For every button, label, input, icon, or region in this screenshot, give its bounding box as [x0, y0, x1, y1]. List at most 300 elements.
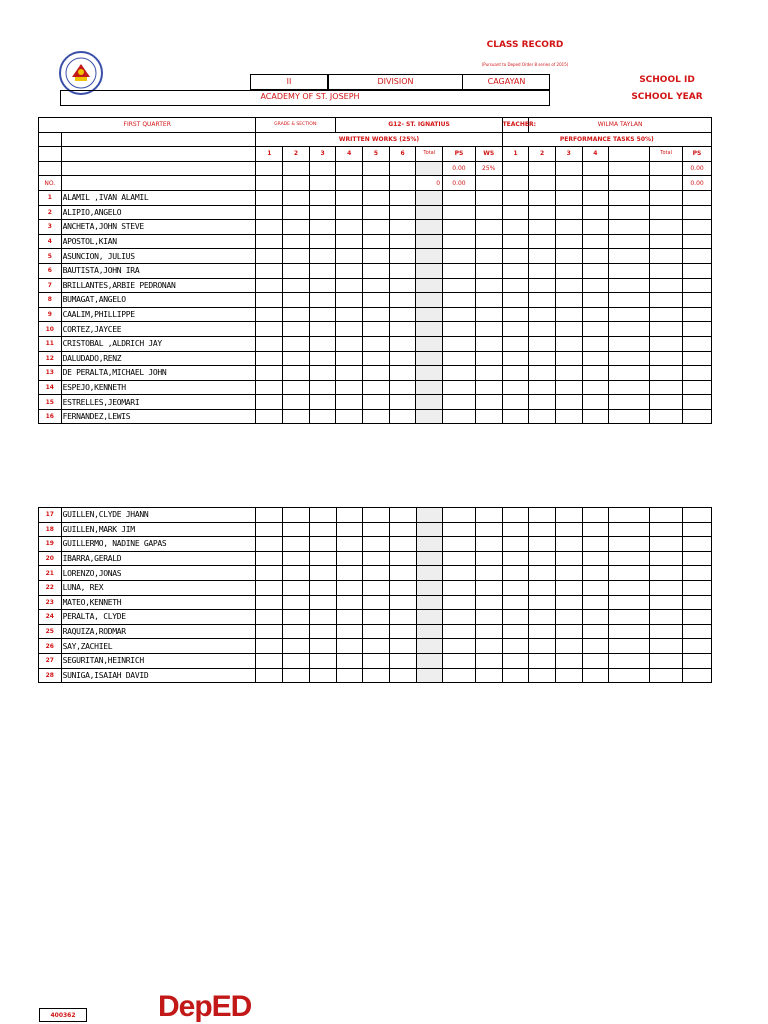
score-cell[interactable] [389, 551, 416, 566]
score-cell[interactable] [363, 653, 390, 668]
score-cell[interactable] [336, 293, 363, 308]
score-cell[interactable] [416, 522, 443, 537]
score-cell[interactable] [443, 580, 476, 595]
score-cell[interactable] [476, 551, 503, 566]
score-cell[interactable] [389, 278, 416, 293]
score-cell[interactable] [582, 205, 609, 220]
score-cell[interactable] [609, 205, 650, 220]
score-cell[interactable] [283, 551, 310, 566]
score-cell[interactable] [256, 508, 283, 523]
score-cell[interactable] [650, 522, 683, 537]
score-cell[interactable] [475, 366, 502, 381]
score-cell[interactable] [650, 263, 683, 278]
score-cell[interactable] [475, 220, 502, 235]
score-cell[interactable] [256, 278, 283, 293]
score-cell[interactable] [609, 395, 650, 410]
score-cell[interactable] [363, 395, 390, 410]
score-cell[interactable] [529, 595, 556, 610]
score-cell[interactable] [555, 249, 582, 264]
score-cell[interactable] [650, 293, 683, 308]
score-cell[interactable] [556, 639, 583, 654]
score-cell[interactable] [609, 336, 650, 351]
score-cell[interactable] [683, 566, 712, 581]
score-cell[interactable] [475, 293, 502, 308]
score-cell[interactable] [609, 537, 650, 552]
score-cell[interactable] [309, 551, 336, 566]
score-cell[interactable] [476, 522, 503, 537]
score-cell[interactable] [556, 668, 583, 683]
score-cell[interactable] [283, 395, 310, 410]
score-cell[interactable] [609, 190, 650, 205]
score-cell[interactable] [309, 336, 336, 351]
score-cell[interactable] [389, 409, 416, 424]
score-cell[interactable] [256, 639, 283, 654]
score-cell[interactable] [416, 380, 443, 395]
score-cell[interactable] [683, 234, 712, 249]
score-cell[interactable] [256, 668, 283, 683]
score-cell[interactable] [683, 508, 712, 523]
score-cell[interactable] [609, 263, 650, 278]
score-cell[interactable] [650, 551, 683, 566]
score-cell[interactable] [336, 307, 363, 322]
score-cell[interactable] [556, 537, 583, 552]
score-cell[interactable] [555, 307, 582, 322]
score-cell[interactable] [443, 522, 476, 537]
score-cell[interactable] [309, 205, 336, 220]
score-cell[interactable] [309, 249, 336, 264]
score-cell[interactable] [256, 263, 283, 278]
score-cell[interactable] [256, 380, 283, 395]
score-cell[interactable] [502, 551, 529, 566]
score-cell[interactable] [443, 190, 476, 205]
score-cell[interactable] [556, 522, 583, 537]
score-cell[interactable] [283, 293, 310, 308]
score-cell[interactable] [683, 653, 712, 668]
score-cell[interactable] [336, 234, 363, 249]
score-cell[interactable] [555, 205, 582, 220]
score-cell[interactable] [363, 205, 390, 220]
score-cell[interactable] [416, 610, 443, 625]
score-cell[interactable] [363, 234, 390, 249]
score-cell[interactable] [416, 220, 443, 235]
score-cell[interactable] [609, 566, 650, 581]
score-cell[interactable] [502, 537, 529, 552]
score-cell[interactable] [683, 263, 712, 278]
score-cell[interactable] [650, 610, 683, 625]
score-cell[interactable] [502, 278, 529, 293]
score-cell[interactable] [529, 322, 556, 337]
score-cell[interactable] [502, 322, 529, 337]
score-cell[interactable] [336, 566, 363, 581]
score-cell[interactable] [555, 263, 582, 278]
score-cell[interactable] [443, 551, 476, 566]
score-cell[interactable] [502, 366, 529, 381]
score-cell[interactable] [650, 336, 683, 351]
score-cell[interactable] [529, 278, 556, 293]
score-cell[interactable] [309, 190, 336, 205]
score-cell[interactable] [555, 366, 582, 381]
score-cell[interactable] [336, 263, 363, 278]
score-cell[interactable] [283, 522, 310, 537]
score-cell[interactable] [389, 322, 416, 337]
score-cell[interactable] [443, 249, 476, 264]
score-cell[interactable] [283, 278, 310, 293]
score-cell[interactable] [443, 409, 476, 424]
score-cell[interactable] [256, 395, 283, 410]
score-cell[interactable] [256, 293, 283, 308]
score-cell[interactable] [582, 336, 609, 351]
score-cell[interactable] [556, 508, 583, 523]
score-cell[interactable] [309, 595, 336, 610]
score-cell[interactable] [389, 624, 416, 639]
score-cell[interactable] [582, 249, 609, 264]
score-cell[interactable] [283, 220, 310, 235]
score-cell[interactable] [529, 551, 556, 566]
score-cell[interactable] [650, 190, 683, 205]
score-cell[interactable] [683, 551, 712, 566]
score-cell[interactable] [309, 580, 336, 595]
score-cell[interactable] [502, 624, 529, 639]
score-cell[interactable] [502, 639, 529, 654]
score-cell[interactable] [283, 205, 310, 220]
score-cell[interactable] [529, 566, 556, 581]
score-cell[interactable] [476, 508, 503, 523]
score-cell[interactable] [529, 522, 556, 537]
score-cell[interactable] [683, 610, 712, 625]
score-cell[interactable] [389, 190, 416, 205]
score-cell[interactable] [283, 508, 310, 523]
score-cell[interactable] [283, 380, 310, 395]
score-cell[interactable] [336, 624, 363, 639]
score-cell[interactable] [336, 322, 363, 337]
score-cell[interactable] [416, 653, 443, 668]
score-cell[interactable] [256, 551, 283, 566]
score-cell[interactable] [363, 278, 390, 293]
score-cell[interactable] [443, 668, 476, 683]
score-cell[interactable] [650, 351, 683, 366]
score-cell[interactable] [309, 624, 336, 639]
score-cell[interactable] [283, 580, 310, 595]
score-cell[interactable] [256, 190, 283, 205]
score-cell[interactable] [389, 580, 416, 595]
score-cell[interactable] [555, 278, 582, 293]
score-cell[interactable] [256, 307, 283, 322]
score-cell[interactable] [650, 322, 683, 337]
score-cell[interactable] [283, 190, 310, 205]
score-cell[interactable] [336, 610, 363, 625]
score-cell[interactable] [650, 220, 683, 235]
score-cell[interactable] [416, 668, 443, 683]
score-cell[interactable] [389, 610, 416, 625]
score-cell[interactable] [555, 322, 582, 337]
score-cell[interactable] [609, 580, 650, 595]
score-cell[interactable] [363, 566, 390, 581]
score-cell[interactable] [443, 595, 476, 610]
score-cell[interactable] [443, 624, 476, 639]
score-cell[interactable] [416, 508, 443, 523]
score-cell[interactable] [650, 234, 683, 249]
score-cell[interactable] [309, 234, 336, 249]
score-cell[interactable] [336, 580, 363, 595]
score-cell[interactable] [502, 522, 529, 537]
score-cell[interactable] [683, 580, 712, 595]
score-cell[interactable] [502, 351, 529, 366]
score-cell[interactable] [529, 336, 556, 351]
score-cell[interactable] [582, 624, 609, 639]
score-cell[interactable] [529, 380, 556, 395]
score-cell[interactable] [309, 220, 336, 235]
score-cell[interactable] [555, 220, 582, 235]
score-cell[interactable] [256, 322, 283, 337]
score-cell[interactable] [336, 220, 363, 235]
score-cell[interactable] [363, 551, 390, 566]
score-cell[interactable] [389, 366, 416, 381]
score-cell[interactable] [650, 249, 683, 264]
score-cell[interactable] [502, 307, 529, 322]
score-cell[interactable] [283, 537, 310, 552]
score-cell[interactable] [683, 336, 712, 351]
score-cell[interactable] [475, 307, 502, 322]
score-cell[interactable] [389, 263, 416, 278]
score-cell[interactable] [556, 566, 583, 581]
score-cell[interactable] [609, 322, 650, 337]
score-cell[interactable] [529, 668, 556, 683]
score-cell[interactable] [502, 263, 529, 278]
score-cell[interactable] [416, 366, 443, 381]
score-cell[interactable] [582, 190, 609, 205]
score-cell[interactable] [363, 336, 390, 351]
score-cell[interactable] [443, 537, 476, 552]
score-cell[interactable] [582, 395, 609, 410]
score-cell[interactable] [443, 395, 476, 410]
score-cell[interactable] [416, 551, 443, 566]
score-cell[interactable] [309, 409, 336, 424]
score-cell[interactable] [443, 220, 476, 235]
score-cell[interactable] [256, 220, 283, 235]
score-cell[interactable] [256, 366, 283, 381]
score-cell[interactable] [443, 263, 476, 278]
score-cell[interactable] [336, 351, 363, 366]
score-cell[interactable] [475, 351, 502, 366]
score-cell[interactable] [363, 322, 390, 337]
score-cell[interactable] [609, 522, 650, 537]
score-cell[interactable] [582, 668, 609, 683]
score-cell[interactable] [555, 190, 582, 205]
score-cell[interactable] [416, 293, 443, 308]
score-cell[interactable] [556, 580, 583, 595]
score-cell[interactable] [650, 653, 683, 668]
score-cell[interactable] [502, 668, 529, 683]
score-cell[interactable] [476, 580, 503, 595]
score-cell[interactable] [529, 205, 556, 220]
score-cell[interactable] [683, 409, 712, 424]
score-cell[interactable] [443, 380, 476, 395]
score-cell[interactable] [416, 249, 443, 264]
score-cell[interactable] [582, 322, 609, 337]
score-cell[interactable] [502, 409, 529, 424]
score-cell[interactable] [650, 508, 683, 523]
score-cell[interactable] [309, 537, 336, 552]
score-cell[interactable] [256, 580, 283, 595]
score-cell[interactable] [309, 366, 336, 381]
score-cell[interactable] [416, 322, 443, 337]
score-cell[interactable] [309, 293, 336, 308]
score-cell[interactable] [683, 624, 712, 639]
score-cell[interactable] [416, 278, 443, 293]
score-cell[interactable] [476, 639, 503, 654]
score-cell[interactable] [336, 595, 363, 610]
score-cell[interactable] [363, 508, 390, 523]
score-cell[interactable] [650, 395, 683, 410]
score-cell[interactable] [556, 624, 583, 639]
score-cell[interactable] [582, 307, 609, 322]
score-cell[interactable] [309, 668, 336, 683]
score-cell[interactable] [389, 668, 416, 683]
score-cell[interactable] [609, 668, 650, 683]
score-cell[interactable] [582, 220, 609, 235]
score-cell[interactable] [582, 508, 609, 523]
score-cell[interactable] [256, 205, 283, 220]
score-cell[interactable] [582, 580, 609, 595]
score-cell[interactable] [502, 610, 529, 625]
score-cell[interactable] [555, 351, 582, 366]
score-cell[interactable] [363, 580, 390, 595]
score-cell[interactable] [609, 624, 650, 639]
score-cell[interactable] [476, 653, 503, 668]
score-cell[interactable] [336, 336, 363, 351]
score-cell[interactable] [556, 610, 583, 625]
score-cell[interactable] [443, 205, 476, 220]
score-cell[interactable] [309, 653, 336, 668]
score-cell[interactable] [529, 234, 556, 249]
score-cell[interactable] [683, 380, 712, 395]
score-cell[interactable] [683, 278, 712, 293]
score-cell[interactable] [502, 249, 529, 264]
score-cell[interactable] [443, 610, 476, 625]
score-cell[interactable] [416, 263, 443, 278]
score-cell[interactable] [529, 639, 556, 654]
score-cell[interactable] [256, 336, 283, 351]
score-cell[interactable] [416, 307, 443, 322]
score-cell[interactable] [283, 566, 310, 581]
score-cell[interactable] [582, 653, 609, 668]
score-cell[interactable] [363, 610, 390, 625]
score-cell[interactable] [336, 205, 363, 220]
score-cell[interactable] [389, 595, 416, 610]
score-cell[interactable] [309, 395, 336, 410]
score-cell[interactable] [256, 624, 283, 639]
score-cell[interactable] [556, 595, 583, 610]
score-cell[interactable] [309, 307, 336, 322]
score-cell[interactable] [529, 580, 556, 595]
score-cell[interactable] [336, 551, 363, 566]
score-cell[interactable] [256, 653, 283, 668]
score-cell[interactable] [502, 653, 529, 668]
score-cell[interactable] [529, 220, 556, 235]
score-cell[interactable] [475, 249, 502, 264]
score-cell[interactable] [283, 249, 310, 264]
score-cell[interactable] [683, 293, 712, 308]
score-cell[interactable] [256, 610, 283, 625]
score-cell[interactable] [336, 409, 363, 424]
score-cell[interactable] [476, 610, 503, 625]
score-cell[interactable] [389, 566, 416, 581]
score-cell[interactable] [336, 190, 363, 205]
score-cell[interactable] [443, 653, 476, 668]
score-cell[interactable] [476, 668, 503, 683]
score-cell[interactable] [256, 537, 283, 552]
score-cell[interactable] [389, 351, 416, 366]
score-cell[interactable] [683, 639, 712, 654]
score-cell[interactable] [363, 522, 390, 537]
score-cell[interactable] [389, 537, 416, 552]
score-cell[interactable] [389, 380, 416, 395]
score-cell[interactable] [416, 234, 443, 249]
score-cell[interactable] [416, 580, 443, 595]
score-cell[interactable] [416, 566, 443, 581]
score-cell[interactable] [582, 234, 609, 249]
score-cell[interactable] [502, 293, 529, 308]
score-cell[interactable] [389, 205, 416, 220]
score-cell[interactable] [389, 293, 416, 308]
score-cell[interactable] [502, 205, 529, 220]
score-cell[interactable] [443, 322, 476, 337]
score-cell[interactable] [336, 380, 363, 395]
score-cell[interactable] [582, 293, 609, 308]
score-cell[interactable] [416, 595, 443, 610]
score-cell[interactable] [609, 307, 650, 322]
score-cell[interactable] [309, 522, 336, 537]
score-cell[interactable] [609, 639, 650, 654]
score-cell[interactable] [475, 336, 502, 351]
score-cell[interactable] [283, 234, 310, 249]
score-cell[interactable] [502, 220, 529, 235]
score-cell[interactable] [283, 366, 310, 381]
score-cell[interactable] [309, 380, 336, 395]
score-cell[interactable] [336, 522, 363, 537]
score-cell[interactable] [443, 566, 476, 581]
score-cell[interactable] [609, 380, 650, 395]
score-cell[interactable] [443, 508, 476, 523]
score-cell[interactable] [683, 537, 712, 552]
score-cell[interactable] [529, 293, 556, 308]
score-cell[interactable] [683, 249, 712, 264]
score-cell[interactable] [443, 351, 476, 366]
score-cell[interactable] [443, 639, 476, 654]
score-cell[interactable] [650, 366, 683, 381]
score-cell[interactable] [529, 249, 556, 264]
score-cell[interactable] [529, 409, 556, 424]
score-cell[interactable] [609, 351, 650, 366]
score-cell[interactable] [582, 380, 609, 395]
score-cell[interactable] [476, 624, 503, 639]
score-cell[interactable] [529, 351, 556, 366]
score-cell[interactable] [555, 293, 582, 308]
score-cell[interactable] [363, 595, 390, 610]
score-cell[interactable] [650, 278, 683, 293]
score-cell[interactable] [502, 380, 529, 395]
score-cell[interactable] [475, 322, 502, 337]
score-cell[interactable] [609, 551, 650, 566]
score-cell[interactable] [650, 566, 683, 581]
score-cell[interactable] [555, 409, 582, 424]
score-cell[interactable] [283, 624, 310, 639]
score-cell[interactable] [443, 293, 476, 308]
score-cell[interactable] [475, 263, 502, 278]
score-cell[interactable] [283, 263, 310, 278]
score-cell[interactable] [256, 595, 283, 610]
score-cell[interactable] [389, 220, 416, 235]
